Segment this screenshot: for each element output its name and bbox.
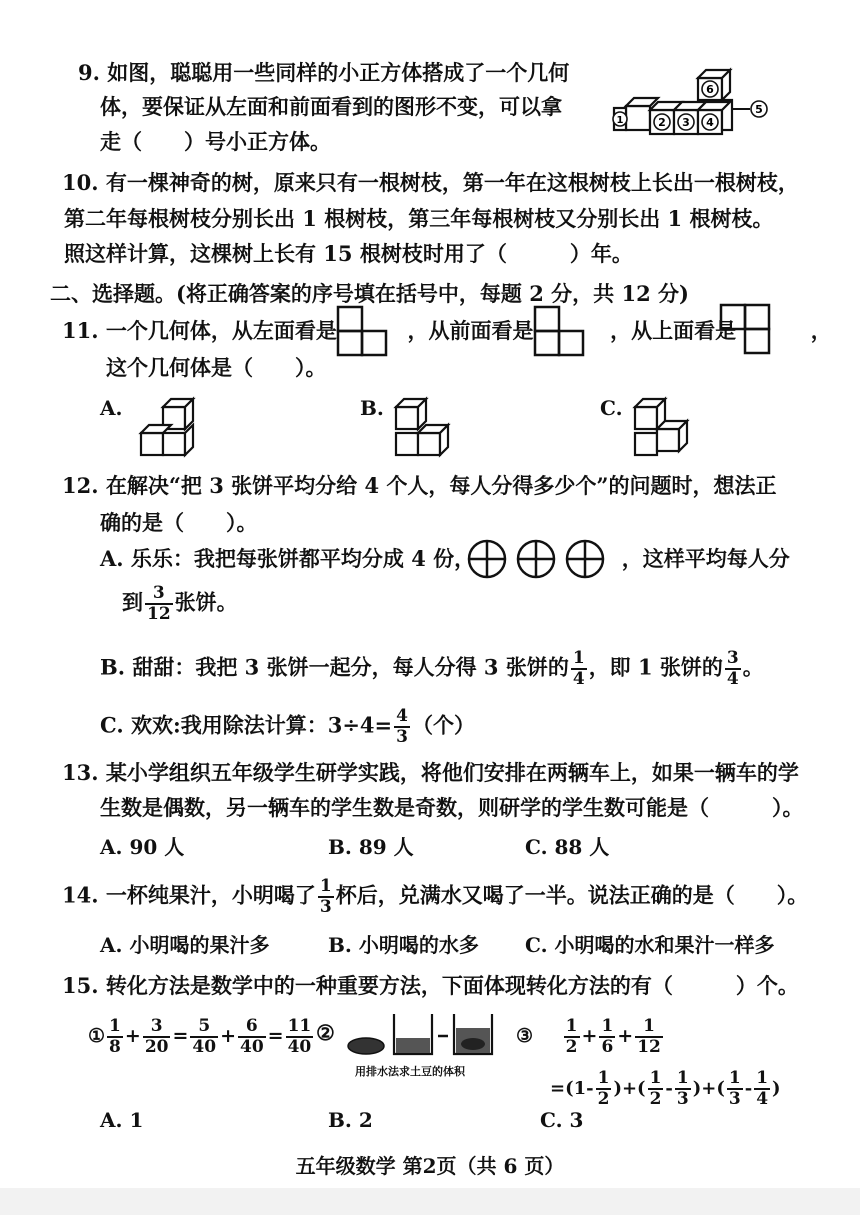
q12-b-num: 1 xyxy=(572,648,585,668)
q12-pancakes xyxy=(466,538,616,580)
q12-b-text: B. 甜甜：我把 3 张饼一起分，每人分得 3 张饼的 xyxy=(100,654,569,680)
q12-b-fraction-1 xyxy=(571,650,587,688)
q13-line-1: 13. 某小学组织五年级学生研学实践，将他们安排在两辆车上，如果一辆车的学 xyxy=(62,760,799,785)
q15-marker-3: ③ xyxy=(516,1025,534,1047)
q12-option-a-line-2 xyxy=(122,585,238,623)
q15-option-c[interactable]: C. 3 xyxy=(540,1108,584,1132)
q15-e1-frac-4 xyxy=(238,1018,266,1056)
q13-line-2: 生数是偶数，另一辆车的学生数是奇数，则研学的学生数可能是（ ）。 xyxy=(100,795,804,820)
q15-e3-plus-2: + xyxy=(617,1025,634,1047)
q9-line-1: 9. 如图，聪聪用一些同样的小正方体搭成了一个几何 xyxy=(78,60,570,85)
svg-text:6: 6 xyxy=(706,83,714,96)
q14-den: 3 xyxy=(319,897,332,917)
q12-option-a-line-1[interactable] xyxy=(100,548,790,569)
q11-left-view xyxy=(336,305,392,359)
svg-text:4: 4 xyxy=(706,116,714,129)
q11-text-part3: ，从上面看是 xyxy=(610,318,737,343)
q11-top-view xyxy=(719,303,775,357)
q11-text-part4: ， xyxy=(810,318,832,343)
q12-c-text2: （个） xyxy=(411,712,475,738)
q12-c-text: C. 欢欢:我用除法计算：3÷4= xyxy=(100,712,393,738)
q15-e3-b9: 1 xyxy=(756,1068,769,1088)
q9-line-2: 体，要保证从左面和前面看到的图形不变，可以拿 xyxy=(100,94,562,119)
q12-option-c[interactable] xyxy=(100,708,475,746)
q15-e3-line2-prefix: =(1- xyxy=(550,1078,594,1099)
q12-a-text3: 到 xyxy=(122,589,143,615)
q14-fraction xyxy=(318,878,334,916)
q15-e1-frac-3 xyxy=(190,1018,218,1056)
q10-line-2: 第二年每根树枝分别长出 1 根树枝，第三年每根树枝又分别长出 1 根树枝。 xyxy=(64,206,774,231)
svg-text:5: 5 xyxy=(755,103,763,116)
q15-e3-b4: 2 xyxy=(649,1089,662,1109)
q15-e1-plus-2: + xyxy=(220,1025,236,1047)
q14-option-c[interactable]: C. 小明喝的水和果汁一样多 xyxy=(525,933,775,957)
svg-text:3: 3 xyxy=(682,116,690,129)
q15-item-1 xyxy=(88,1018,315,1056)
q11-text-part2: ，从前面看是 xyxy=(407,318,534,343)
q12-b-den2: 4 xyxy=(726,669,739,689)
q15-option-b[interactable]: B. 2 xyxy=(328,1108,373,1132)
page-footer: 五年级数学 第2页（共 6 页） xyxy=(295,1154,565,1178)
svg-text:2: 2 xyxy=(658,116,666,129)
q12-line-1: 12. 在解决“把 3 张饼平均分给 4 个人，每人分得多少个”的问题时，想法正 xyxy=(62,473,777,498)
q15-e3-b8: 3 xyxy=(728,1089,741,1109)
q12-c-den: 3 xyxy=(396,727,408,747)
q15-e3-d2: 6 xyxy=(601,1037,614,1057)
q14-option-a[interactable]: A. 小明喝的果汁多 xyxy=(100,933,270,957)
q15-e3-b-frac-1 xyxy=(596,1070,612,1108)
q11-option-a[interactable]: A. xyxy=(100,396,123,420)
q11-line-2: 这个几何体是（ ）。 xyxy=(106,355,327,380)
q15-e3-b6: 3 xyxy=(676,1089,689,1109)
q15-e1-d1: 8 xyxy=(109,1037,121,1057)
q12-b-den: 4 xyxy=(572,669,585,689)
q15-option-a[interactable]: A. 1 xyxy=(100,1108,144,1132)
q12-option-b[interactable] xyxy=(100,650,764,688)
q15-e3-b-frac-2 xyxy=(648,1070,664,1108)
q14-text-part2: 杯后，兑满水又喝了一半。说法正确的是（ ）。 xyxy=(335,882,809,908)
q11-option-c-figure xyxy=(625,393,705,463)
q12-a-text2: ，这样平均每人分 xyxy=(621,546,790,571)
q13-option-c[interactable]: C. 88 人 xyxy=(525,835,610,859)
q15-e1-d5: 40 xyxy=(287,1037,312,1057)
q15-beaker-figure xyxy=(346,1010,506,1058)
q15-e3-n2: 1 xyxy=(601,1016,614,1036)
q15-e3-b3: 1 xyxy=(649,1068,662,1088)
q15-e1-frac-1 xyxy=(107,1018,123,1056)
q11-option-b[interactable]: B. xyxy=(360,396,384,420)
q11-option-b-figure xyxy=(382,393,462,463)
q15-e3-n3: 1 xyxy=(635,1018,663,1038)
q15-e1-frac-2 xyxy=(143,1018,171,1056)
q9-cube-figure xyxy=(610,64,780,144)
q14-option-b[interactable]: B. 小明喝的水多 xyxy=(328,933,479,957)
q15-e1-plus-1: + xyxy=(124,1025,141,1047)
q15-marker-1: ① xyxy=(88,1025,106,1047)
q15-e1-n2: 3 xyxy=(143,1018,171,1038)
q12-a-num: 3 xyxy=(145,585,173,605)
q13-option-b[interactable]: B. 89 人 xyxy=(328,835,414,859)
q15-item-3-line-2: =(1- $\frac{1}{2}$ )+( $\frac{1}{2}$ - $\frac{1}{3}$ )+( $\frac{1}{3}$ - $\frac{1}{4}$ ) xyxy=(550,1068,781,1109)
q11-option-c[interactable]: C. xyxy=(600,396,623,420)
q11-line-1 xyxy=(62,320,832,341)
q15-e3-d3: 12 xyxy=(637,1037,661,1057)
q14-text-part1: 14. 一杯纯果汁，小明喝了 xyxy=(62,882,316,908)
q15-e3-b10: 4 xyxy=(756,1089,769,1109)
q15-e3-b-frac-5 xyxy=(754,1070,770,1108)
q12-b-fraction-2 xyxy=(725,650,741,688)
q12-a-fraction xyxy=(145,585,173,623)
q15-e3-b1: 1 xyxy=(597,1068,610,1088)
q14-line-1 xyxy=(62,878,808,916)
q15-e3-frac-1 xyxy=(564,1018,580,1056)
q12-line-2: 确的是（ ）。 xyxy=(100,510,258,535)
q12-b-text3: 。 xyxy=(742,654,764,680)
q15-e1-d3: 40 xyxy=(192,1037,217,1057)
q12-a-text: A. 乐乐：我把每张饼都平均分成 4 份， xyxy=(100,546,476,571)
q15-e1-n4: 6 xyxy=(238,1018,266,1038)
q9-line-3: 走（ ）号小正方体。 xyxy=(100,129,331,154)
q15-e3-frac-2 xyxy=(599,1018,615,1056)
q15-e3-b2: 2 xyxy=(597,1089,610,1109)
q15-e1-eq-2: = xyxy=(267,1025,284,1047)
q15-e1-d2: 20 xyxy=(144,1037,169,1057)
q10-line-3: 照这样计算，这棵树上长有 15 根树枝时用了（ ）年。 xyxy=(64,241,633,266)
q12-a-den: 12 xyxy=(147,604,171,624)
q15-e3-b-frac-3 xyxy=(675,1070,691,1108)
q13-option-a[interactable]: A. 90 人 xyxy=(100,835,185,859)
q15-beaker-caption: 用排水法求土豆的体积 xyxy=(355,1065,465,1078)
q11-text-part1: 11. 一个几何体，从左面看是 xyxy=(62,318,337,343)
svg-text:1: 1 xyxy=(616,115,624,126)
section-2-heading: 二、选择题。(将正确答案的序号填在括号中，每题 2 分，共 12 分) xyxy=(50,281,689,306)
q15-e3-b5: 1 xyxy=(676,1068,689,1088)
q15-e1-n1: 1 xyxy=(109,1016,121,1036)
q15-line-1: 15. 转化方法是数学中的一种重要方法，下面体现转化方法的有（ ）个。 xyxy=(62,973,799,998)
q11-front-view xyxy=(533,305,589,359)
q15-e3-b-frac-4 xyxy=(727,1070,743,1108)
q15-e3-d1: 2 xyxy=(565,1037,578,1057)
q12-a-text4: 张饼。 xyxy=(174,589,238,615)
q15-e1-frac-5 xyxy=(286,1018,314,1056)
q12-c-fraction xyxy=(394,708,410,746)
q15-e3-n1: 1 xyxy=(565,1016,578,1036)
q15-item-3 xyxy=(516,1018,665,1056)
q10-line-1: 10. 有一棵神奇的树，原来只有一根树枝，第一年在这根树枝上长出一根树枝， xyxy=(62,170,799,195)
q15-e3-b7: 1 xyxy=(728,1068,741,1088)
q15-e3-plus-1: + xyxy=(581,1025,598,1047)
q15-e1-n5: 11 xyxy=(287,1016,312,1036)
q12-b-text2: ，即 1 张饼的 xyxy=(588,654,723,680)
q15-e1-eq-1: = xyxy=(172,1025,189,1047)
q15-marker-2: ② xyxy=(316,1020,335,1045)
bottom-strip xyxy=(0,1188,860,1215)
q12-c-num: 4 xyxy=(396,706,408,726)
q12-b-num2: 3 xyxy=(726,648,739,668)
q15-e1-n3: 5 xyxy=(190,1018,218,1038)
q11-option-a-figure xyxy=(135,393,215,463)
q14-num: 1 xyxy=(319,876,332,896)
q15-e3-frac-3 xyxy=(635,1018,663,1056)
q15-e1-d4: 40 xyxy=(240,1037,264,1057)
